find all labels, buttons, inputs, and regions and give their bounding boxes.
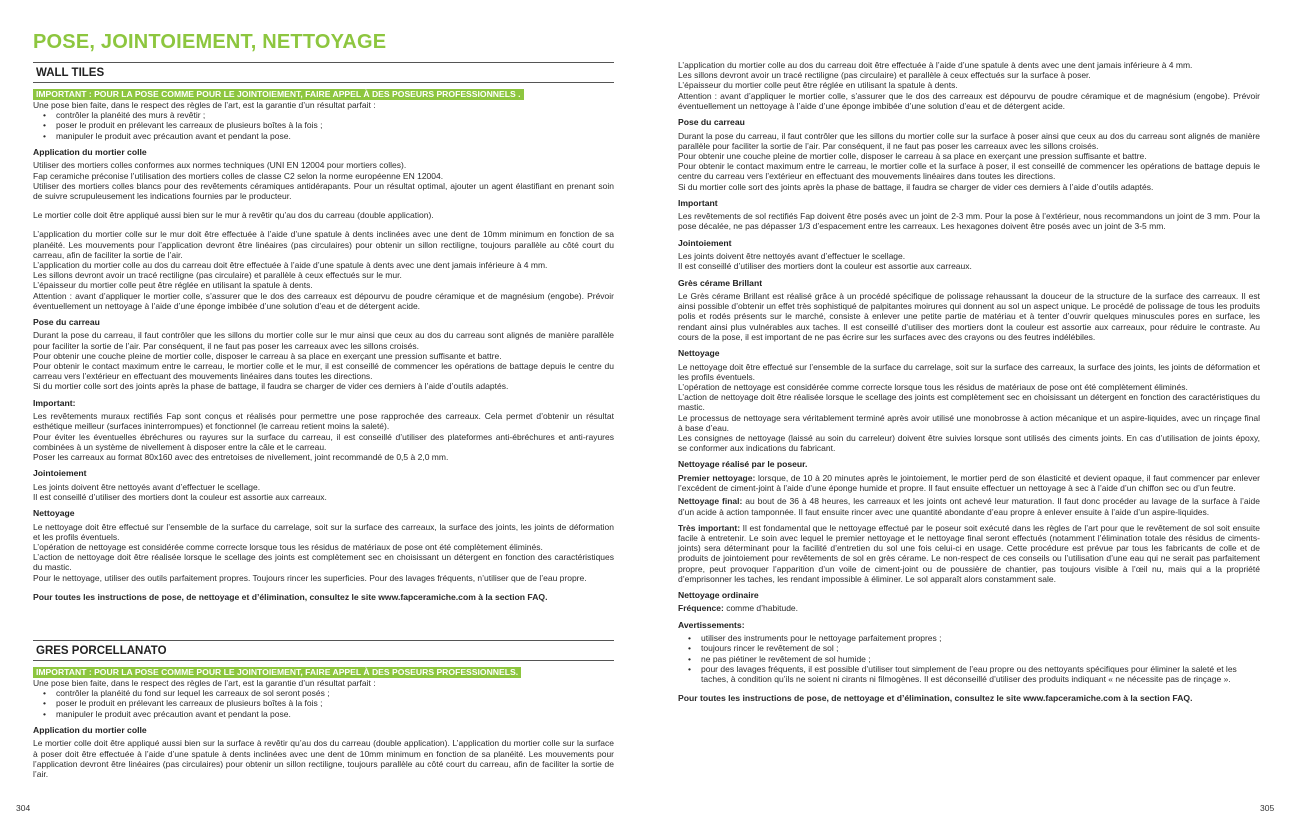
list-item: • manipuler le produit avec précaution avant et pendant la pose. — [33, 131, 614, 141]
paragraph: Le nettoyage doit être effectué sur l’ensemble de la surface du carrelage, soit sur la surface des carreaux, la surface des joints, les joints de déformation et les profils éventuels. — [678, 361, 1260, 382]
wall-tiles-section — [33, 62, 614, 602]
freq-label: Fréquence: — [678, 603, 724, 614]
wall-app-title: Application du mortier colle — [33, 146, 147, 157]
paragraph: Les revêtements muraux rectifiés Fap sont conçus et réalisés pour permettre une pose rapprochée des carreaux. Cela permet d’obtenir un résultat esthétique meilleur (surfaces ininterrompues) et fonctionnel (le carreau retient moins la saleté). — [33, 411, 614, 432]
final-text: au bout de 36 à 48 heures, les carreaux et les joints ont achevé leur maturation. Il faut donc procéder au lavage de la surface à l’aide d’un acide à action tamponnée. Il faut ensuite rincer avec une quantité abondante d’eau propre à enlever ensuite à l’aide d’un aspire-liquides. — [678, 496, 1260, 517]
paragraph: Pour obtenir une couche pleine de mortier colle, disposer le carreau à sa place en exerçant une pression suffisante et battre. — [33, 350, 502, 361]
list-item: • manipuler le produit avec précaution avant et pendant la pose. — [33, 709, 614, 719]
page-title: POSE, JOINTOIEMENT, NETTOYAGE — [33, 31, 387, 53]
paragraph: Attention : avant d’appliquer le mortier colle, s’assurer que le dos des carreaux est dépourvu de poudre céramique et de magnésium (engobe). Prévoir éventuellement un nettoyage à l’aide d’une éponge imbibée d’une solution d’eau et de détergent acide. — [33, 290, 614, 311]
paragraph: Poser les carreaux au format 80x160 avec des entretoises de nivellement, joint recommandé de 0,5 à 2,0 mm. — [33, 451, 449, 462]
right-content — [678, 60, 1260, 703]
tres-text: Il est fondamental que le nettoyage effectué par le poseur soit exécuté dans les règles de l’art pour que le revêtement de sol soit ensuite facile à entretenir. Le soin avec lequel le premier nettoyage et le nettoyage final seront effectués (notamment l’élimination totale des résidus de ciments-joints) sera déterminant pour la facilité d’entretien du sol une fois celui-ci en usage. Cette procédure est prévue par tous les fabricants de colle et de produits de jointoiement pour revêtements de sol en grès cérame. Le non-respect de ces conseils ou l’utilisation d’une eau qui ne serait pas parfaitement propre, peut provoquer l’apparition d’un voile de ciment-joint ou de poussière de chantier, pas toujours visible à l’œil nu, mais qui a la propriété d’emprisonner les taches, les rendant impossible à éliminer. Le sol apparaît alors constamment sale. — [678, 522, 1260, 584]
right-av-title: Avertissements: — [678, 619, 745, 630]
paragraph: Les sillons devront avoir un tracé rectiligne (pas circulaire) et parallèle à ceux effectués sur la surface à poser. — [678, 70, 1091, 81]
paragraph: Attention : avant d’appliquer le mortier colle, s’assurer que le dos des carreaux est dépourvu de poudre céramique et de magnésium (engobe). Prévoir éventuellement un nettoyage à l’aide d’une éponge imbibée d’une solution d’eau et de détergent acide. — [678, 90, 1260, 111]
gres-bullets — [33, 688, 614, 719]
paragraph: Les joints doivent être nettoyés avant d’effectuer le scellage. — [33, 481, 261, 492]
paragraph: L’application du mortier colle sur le mur doit être effectuée à l’aide d’une spatule à dents inclinées avec une dent de 10mm minimum en fonction de sa planéité. Les mouvements pour l’application devront être linéaires (pas circulaires) pour obtenir un sillon rectiligne, toujours parallèle au côté court du carreau, afin de faciliter la sortie de l’air. — [33, 229, 614, 260]
gres-intro: Une pose bien faite, dans le respect des règles de l’art, est la garantie d’un résultat parfait : — [33, 678, 376, 688]
paragraph — [678, 473, 1260, 493]
premier-label: Premier nettoyage: — [678, 472, 756, 483]
list-item: • utiliser des instruments pour le nettoyage parfaitement propres ; — [678, 633, 1260, 643]
av-bullets — [678, 633, 1260, 684]
paragraph: L’action de nettoyage doit être réalisée lorsque le scellage des joints est complètement sec en choisissant un détergent en fonction des caractéristiques du mastic. — [678, 392, 1260, 413]
paragraph — [678, 603, 1260, 613]
gres-section — [33, 640, 614, 779]
paragraph: Pour le nettoyage, utiliser des outils parfaitement propres. Toujours rincer les superficies. Pour des lavages fréquents, n’utiliser que de l’eau propre. — [33, 572, 587, 583]
page-number-right: 305 — [1260, 803, 1275, 813]
paragraph: L’opération de nettoyage est considérée comme correcte lorsque tous les résidus de matériaux de pose ont été complètement éliminés. — [678, 381, 1188, 392]
wall-joint-title: Jointoiement — [33, 468, 87, 479]
wall-important-title: Important: — [33, 397, 76, 408]
paragraph: Il est conseillé d’utiliser des mortiers dont la couleur est assortie aux carreaux. — [33, 491, 327, 502]
paragraph: Le Grès cérame Brillant est réalisé grâce à un procédé spécifique de polissage rehaussant la douceur de la structure de la surface des carreaux. Il est ainsi possible d’obtenir un effet très sophistiqué de palpitantes moirures qui donnent au sol un aspect unique. Le procédé de polissage de tous les produits polis et rodés présents sur le marché, consiste à enlever une petite partie de matériau et à tenter d’ouvrir quelques minuscules pores en surface, les rendant ainsi plus vulnérables aux taches. Il est conseillé d’utiliser des mortiers dont la couleur est assortie aux carreaux, pour réduire le contraste. Au cours de la pose, il est important de ne pas écrire sur les surfaces avec des crayons ou des feutres indélébiles. — [678, 291, 1260, 342]
wall-intro: Une pose bien faite, dans le respect des règles de l’art, est la garantie d’un résultat parfait : — [33, 100, 376, 110]
paragraph: Pour éviter les éventuelles ébréchures ou rayures sur la surface du carreau, il est conseillé d’utiliser des plateformes anti-ébréchures et anti-rayures combinées à un système de nivellement à disposer entre la câle et le carreau. — [33, 431, 614, 452]
right-pro-title: Nettoyage réalisé par le poseur. — [678, 459, 808, 470]
paragraph: L’action de nettoyage doit être réalisée lorsque le scellage des joints est complètement sec en choisissant un détergent en fonction des caractéristiques du mastic. — [33, 552, 614, 573]
paragraph: Le mortier colle doit être appliqué aussi bien sur le mur à revêtir qu’au dos du carreau (double application). — [33, 210, 434, 221]
gres-heading: GRES PORCELLANATO — [33, 640, 614, 661]
paragraph: Pour obtenir le contact maximum entre le carreau, le mortier colle et la surface à poser, il est conseillé de commencer les opérations de battage depuis le centre du carreau vers l’extérieur en effectuant des mouvements linéaires dans toutes les directions. — [678, 161, 1260, 182]
right-important-title: Important — [678, 197, 718, 208]
list-item: • pour des lavages fréquents, il est possible d’utiliser tout simplement de l’eau propre ou des nettoyants spécifiques pour éliminer la saleté et les taches, à condition qu’ils ne soient ni cirants ni filmogènes. Il est déconseillé d’utiliser des produits indiquant « ne nécessite pas de rinçage ». — [678, 664, 1260, 684]
wall-tiles-heading: WALL TILES — [33, 62, 614, 83]
list-item: • poser le produit en prélevant les carreaux de plusieurs boîtes à la fois ; — [33, 120, 614, 130]
paragraph: Les consignes de nettoyage (laissé au soin du carreleur) doivent être suivies lorsque sont utilisés des ciments joints. En cas d’utilisation de joints époxy, se conformer aux indications du fabricant. — [678, 432, 1260, 454]
wall-bullets — [33, 110, 614, 141]
paragraph: L’application du mortier colle au dos du carreau doit être effectuée à l’aide d’une spatule à dents avec une dent jamais inférieure à 4 mm. — [678, 60, 1193, 70]
paragraph — [678, 496, 1260, 516]
list-item: • ne pas piétiner le revêtement de sol humide ; — [678, 654, 1260, 664]
list-item: • contrôler la planéité du fond sur lequel les carreaux de sol seront posés ; — [33, 688, 614, 698]
premier-text: lorsque, de 10 à 20 minutes après le jointoiement, le mortier perd de son élasticité et devient opaque, il faut commencer par enlever l’excédent de ciment-joint à l’aide d’une éponge humide et propre. Il faut ensuite effectuer un nettoyage à sec à l’aide d’un chiffon sec ou d’un feutre. — [678, 472, 1260, 494]
paragraph: Le processus de nettoyage sera véritablement terminé après avoir utilisé une monobrosse à action mécanique et un aspire-liquides, avec un rinçage final à base d’eau. — [678, 412, 1260, 433]
right-pose-title: Pose du carreau — [678, 117, 745, 128]
list-item: • contrôler la planéité des murs à revêtir ; — [33, 110, 614, 120]
paragraph: Pour obtenir une couche pleine de mortier colle, disposer le carreau à sa place en exerçant une pression suffisante et battre. — [678, 150, 1147, 161]
paragraph — [678, 523, 1260, 584]
wall-pose-title: Pose du carreau — [33, 316, 100, 327]
paragraph: Utiliser des mortiers colles blancs pour des revêtements céramiques antidérapants. Pour un résultat optimal, ajouter un agent élastifiant en prenant soin de suivre scrupuleusement les indications fournies par le producteur. — [33, 180, 614, 201]
list-item: • toujours rincer le revêtement de sol ; — [678, 643, 1260, 653]
paragraph: Si du mortier colle sort des joints après la phase de battage, il faudra se charger de vider ces derniers à l’aide d’outils adaptés. — [678, 181, 1154, 192]
paragraph: Pour obtenir le contact maximum entre le carreau, le mortier colle et le mur, il est conseillé de commencer les opérations de battage depuis le centre du carreau vers l’extérieur en effectuant des mouvements linéaires dans toutes les directions. — [33, 361, 614, 382]
right-gres-brillant-title: Grès cérame Brillant — [678, 277, 763, 288]
wall-faq-note: Pour toutes les instructions de pose, de nettoyage et d’élimination, consultez le site www.fapceramiche.com à la section FAQ. — [33, 591, 548, 602]
paragraph: Fap ceramiche préconise l’utilisation des mortiers colles de classe C2 selon la norme européenne EN 12004. — [33, 170, 444, 181]
paragraph: Durant la pose du carreau, il faut contrôler que les sillons du mortier colle sur la surface à poser ainsi que ceux au dos du carreau sont alignés de manière parallèle pour faciliter la sortie de l’air. Par conséquent, il ne faut pas poser les carreaux avec les sillons croisés. — [678, 130, 1260, 151]
right-net-title: Nettoyage — [678, 348, 720, 359]
right-faq-note: Pour toutes les instructions de pose, de nettoyage et d’élimination, consultez le site www.fapceramiche.com à la section FAQ. — [678, 693, 1193, 704]
right-joint-title: Jointoiement — [678, 237, 732, 248]
paragraph: Il est conseillé d’utiliser des mortiers dont la couleur est assortie aux carreaux. — [678, 261, 972, 272]
paragraph: Les revêtements de sol rectifiés Fap doivent être posés avec un joint de 2-3 mm. Pour la pose à l’extérieur, nous recommandons un joint de 3 mm. Pour la pose décalée, ne pas dépasser 1/3 d’espacement entre les carreaux. Les hexagones doivent être posés avec un joint de 3-5 mm. — [678, 211, 1260, 232]
paragraph: Les sillons devront avoir un tracé rectiligne (pas circulaire) et parallèle à ceux effectués sur le mur. — [33, 270, 402, 281]
right-ord-title: Nettoyage ordinaire — [678, 589, 759, 600]
paragraph: Le nettoyage doit être effectué sur l’ensemble de la surface du carrelage, soit sur la surface des carreaux, la surface des joints, les joints de déformation et les profils éventuels. — [33, 521, 614, 542]
paragraph: Si du mortier colle sort des joints après la phase de battage, il faudra se charger de vider ces derniers à l’aide d’outils adaptés. — [33, 381, 509, 392]
paragraph: L’application du mortier colle au dos du carreau doit être effectuée à l’aide d’une spatule à dents avec une dent jamais inférieure à 4 mm. — [33, 259, 548, 270]
freq-text: comme d’habitude. — [723, 603, 799, 614]
tres-label: Très important: — [678, 522, 741, 533]
page-number-left: 304 — [16, 803, 31, 813]
wall-net-title: Nettoyage — [33, 508, 75, 519]
paragraph: Le mortier colle doit être appliqué aussi bien sur la surface à revêtir qu’au dos du carreau (double application). L’application du mortier colle sur la surface à poser doit être effectuée à l’aide d’une spatule à dents inclinées avec une dent de 10mm minimum en fonction de sa planéité. Les mouvements pour l’application devront être linéaires (pas circulaires) pour obtenir un sillon rectiligne, toujours parallèle au côté court du carreau, afin de faciliter la sortie de l’air. — [33, 738, 614, 779]
paragraph: Utiliser des mortiers colles conformes aux normes techniques (UNI EN 12004 pour mortiers colles). — [33, 160, 407, 171]
list-item: • poser le produit en prélevant les carreaux de plusieurs boîtes à la fois ; — [33, 698, 614, 708]
final-label: Nettoyage final: — [678, 496, 743, 507]
wall-important-banner: IMPORTANT : POUR LA POSE COMME POUR LE JOINTOIEMENT, FAIRE APPEL À DES POSEURS PROFESSIONNELS . — [33, 89, 524, 100]
paragraph: L’opération de nettoyage est considérée comme correcte lorsque tous les résidus de matériaux de pose ont été complètement éliminés. — [33, 542, 543, 552]
paragraph: Durant la pose du carreau, il faut contrôler que les sillons du mortier colle sur le mur ainsi que ceux au dos du carreau sont alignés de manière parallèle pour faciliter la sortie de l’air. Par conséquent, il ne faut pas poser les carreaux avec les sillons croisés. — [33, 330, 614, 351]
paragraph: L’épaisseur du mortier colle peut être réglée en utilisant la spatule à dents. — [678, 80, 958, 91]
gres-app-title: Application du mortier colle — [33, 724, 147, 735]
paragraph: L’épaisseur du mortier colle peut être réglée en utilisant la spatule à dents. — [33, 280, 313, 291]
gres-important-banner: IMPORTANT : POUR LA POSE COMME POUR LE JOINTOIEMENT, FAIRE APPEL À DES POSEURS PROFESSIONNELS. — [33, 667, 521, 678]
paragraph: Les joints doivent être nettoyés avant d’effectuer le scellage. — [678, 251, 906, 262]
